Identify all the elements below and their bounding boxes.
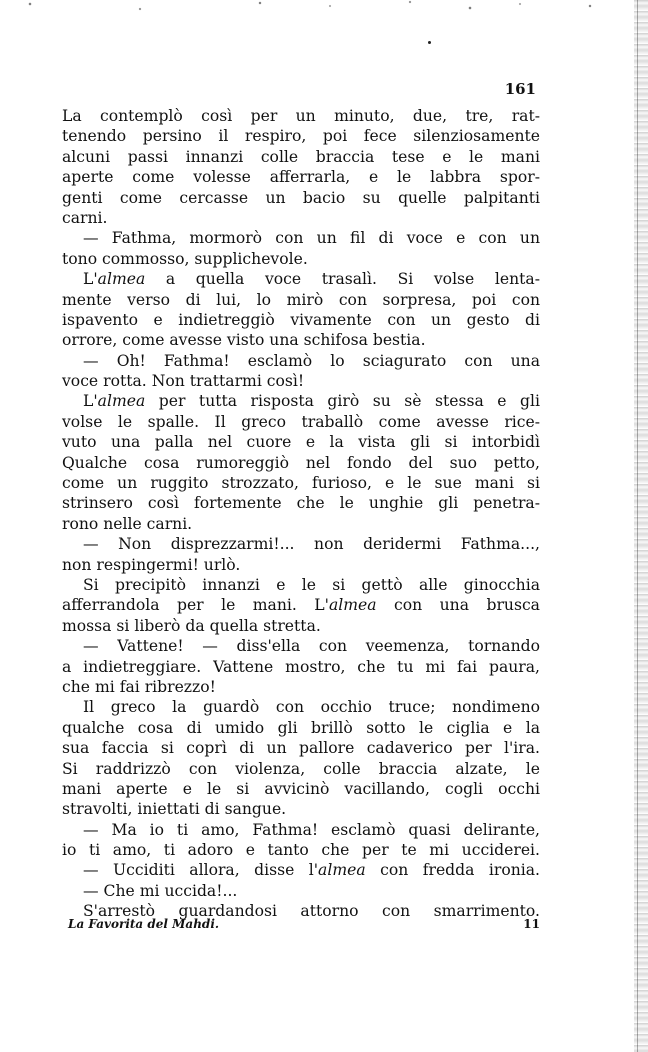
text-line: — Vattene! — diss'ella con veemenza, tornando xyxy=(83,637,540,656)
text-line: non respingermi! urlò. xyxy=(62,555,241,574)
text-line: come un ruggito strozzato, furioso, e le sue mani si xyxy=(62,474,540,493)
text-line: tenendo persino il respiro, poi fece silenziosamente xyxy=(62,127,540,146)
text-line: Si raddrizzò con violenza, colle braccia alzate, le xyxy=(62,759,540,778)
text-line: alcuni passi innanzi colle braccia tese e le mani xyxy=(62,147,540,166)
text-line: rono nelle carni. xyxy=(62,514,193,533)
text-line: io ti amo, ti adoro e tanto che per te mi ucciderei. xyxy=(62,841,540,860)
text-line: — Fathma, mormorò con un fil di voce e con un xyxy=(83,229,540,248)
text-line xyxy=(62,269,540,289)
text-run: per tutta risposta girò su sè stessa e gli xyxy=(145,392,540,411)
scan-noise-top xyxy=(0,0,648,18)
text-run: — Ucciditi allora, disse l' xyxy=(83,861,319,880)
text-line xyxy=(62,391,540,411)
text-run: L' xyxy=(83,270,98,289)
signature-mark: 11 xyxy=(523,917,540,931)
text-line: ispavento e indietreggiò vivamente con un gesto di xyxy=(62,310,540,329)
footer-book-title: La Favorita del Mahdi. xyxy=(68,917,220,931)
text-line: aperte come volesse afferrarla, e le labbra spor- xyxy=(62,168,540,187)
text-line: voce rotta. Non trattarmi così! xyxy=(62,372,305,391)
text-line: volse le spalle. Il greco traballò come avesse rice- xyxy=(62,412,540,431)
page-number: 161 xyxy=(504,80,536,98)
italic-word-almea: almea xyxy=(97,270,146,289)
italic-word-almea: almea xyxy=(318,861,366,880)
text-line: strinsero così fortemente che le unghie gli penetra- xyxy=(62,494,540,513)
text-line: S'arrestò guardandosi attorno con smarrimento. xyxy=(83,902,540,921)
italic-word-almea: almea xyxy=(328,596,377,615)
scan-edge-line xyxy=(637,0,638,1052)
text-run: afferrandola per le mani. L' xyxy=(62,596,329,615)
text-run: a quella voce trasalì. Si volse lenta- xyxy=(145,270,540,289)
text-line: — Ma io ti amo, Fathma! esclamò quasi delirante, xyxy=(83,820,540,839)
text-line: mossa si liberò da quella stretta. xyxy=(62,616,321,635)
text-line: tono commosso, supplichevole. xyxy=(62,249,308,268)
page-footer xyxy=(68,917,540,937)
italic-word-almea: almea xyxy=(97,392,146,411)
text-run: con una brusca xyxy=(376,596,540,615)
text-line: — Che mi uccida!... xyxy=(83,881,238,900)
text-line: La contemplò così per un minuto, due, tre, rat- xyxy=(62,107,540,125)
text-line xyxy=(62,595,540,615)
ink-speck xyxy=(428,41,431,44)
text-line: mente verso di lui, lo mirò con sorpresa, poi con xyxy=(62,290,540,309)
text-line: qualche cosa di umido gli brillò sotto le ciglia e la xyxy=(62,718,540,737)
text-line: che mi fai ribrezzo! xyxy=(62,677,216,696)
text-run: L' xyxy=(83,392,98,411)
text-line: sua faccia si coprì di un pallore cadaverico per l'ira. xyxy=(62,739,540,758)
text-line: genti come cercasse un bacio su quelle palpitanti xyxy=(62,188,540,207)
text-line: mani aperte e le si avvicinò vacillando, cogli occhi xyxy=(62,779,540,798)
text-line: orrore, come avesse visto una schifosa bestia. xyxy=(62,331,426,350)
body-text xyxy=(62,106,540,922)
text-line: — Non disprezzarmi!... non deridermi Fathma..., xyxy=(83,535,540,554)
text-line: stravolti, iniettati di sangue. xyxy=(62,800,287,819)
text-line: — Oh! Fathma! esclamò lo sciagurato con una xyxy=(83,351,540,370)
text-line: Si precipitò innanzi e le si gettò alle ginocchia xyxy=(83,575,540,594)
text-line: Qualche cosa rumoreggiò nel fondo del suo petto, xyxy=(62,453,540,472)
text-line: Il greco la guardò con occhio truce; nondimeno xyxy=(83,698,540,717)
text-line: vuto una palla nel cuore e la vista gli si intorbidì xyxy=(62,433,540,452)
text-line: carni. xyxy=(62,208,108,227)
text-line xyxy=(62,860,540,880)
text-line: a indietreggiare. Vattene mostro, che tu mi fai paura, xyxy=(62,657,540,676)
text-run: con fredda ironia. xyxy=(365,861,540,880)
